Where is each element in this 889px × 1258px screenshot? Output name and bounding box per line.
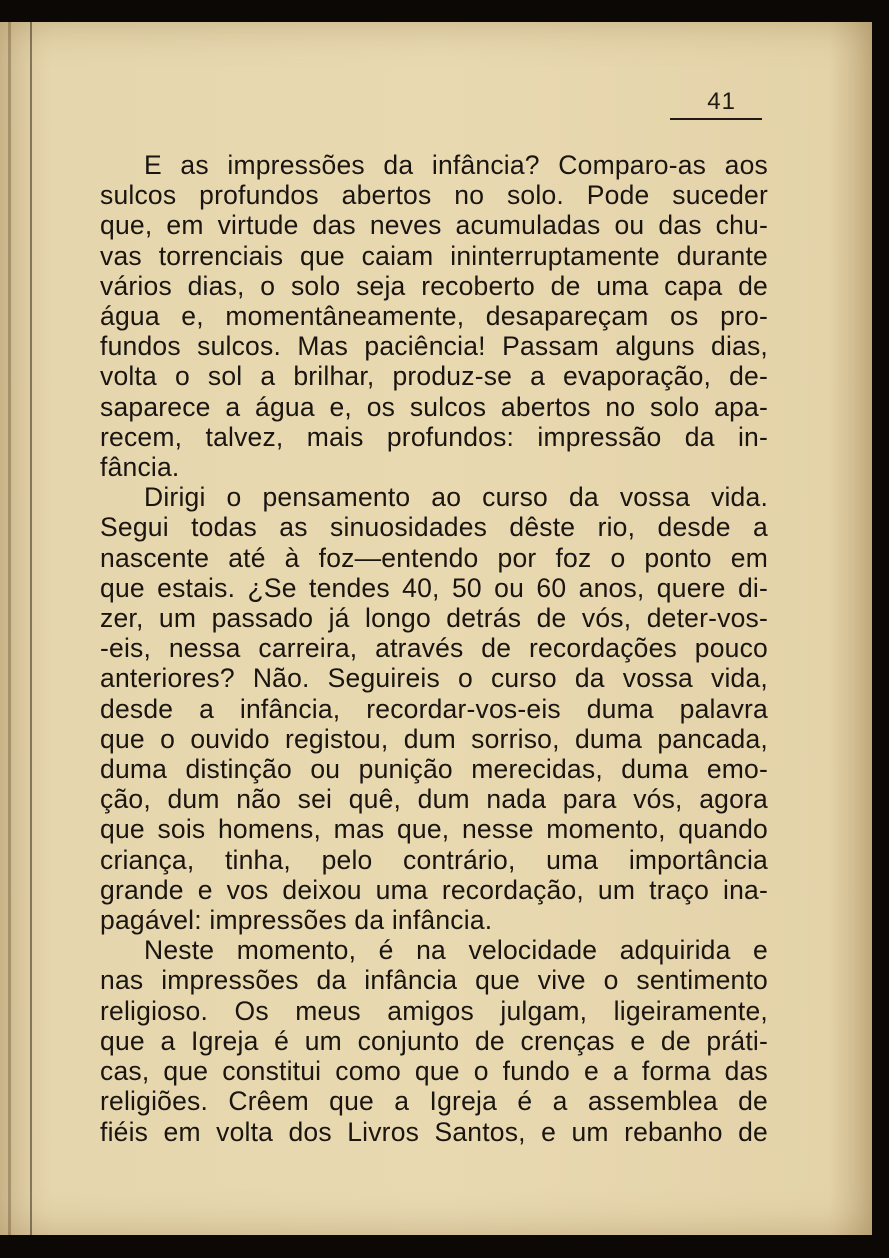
text-line: desde a infância, recordar-vos-eis duma palavra	[100, 693, 768, 724]
body-text	[100, 150, 768, 1147]
text-line: nas impressões da infância que vive o sentimento	[100, 965, 768, 996]
text-line: vários dias, o solo seja recoberto de uma capa de	[100, 270, 768, 301]
text-line: saparece a água e, os sulcos abertos no solo apa-	[100, 391, 768, 422]
text-line: que estais. ¿Se tendes 40, 50 ou 60 anos, quere di-	[100, 572, 768, 603]
text-line: água e, momentâneamente, desapareçam os pro-	[100, 301, 768, 332]
text-line: zer, um passado já longo detrás de vós, deter-vos-	[100, 603, 768, 634]
text-line: religioso. Os meus amigos julgam, ligeiramente,	[100, 995, 768, 1026]
book-page	[0, 22, 872, 1235]
text-line: que, em virtude das neves acumuladas ou das chu-	[100, 210, 768, 241]
text-line: grande e vos deixou uma recordação, um traço ina-	[100, 874, 768, 905]
text-line: que o ouvido registou, dum sorriso, duma pancada,	[100, 723, 768, 754]
page-edge-shadow	[8, 22, 11, 1235]
text-line: que a Igreja é um conjunto de crenças e de práti-	[100, 1025, 768, 1056]
text-line: volta o sol a brilhar, produz-se a evaporação, de-	[100, 361, 768, 392]
text-line: fundos sulcos. Mas paciência! Passam alguns dias,	[100, 331, 768, 362]
text-line: Neste momento, é na velocidade adquirida e	[144, 935, 768, 966]
text-line: sulcos profundos abertos no solo. Pode suceder	[100, 180, 768, 211]
text-line: E as impressões da infância? Comparo-as aos	[144, 150, 768, 180]
binding-line	[30, 22, 32, 1235]
text-line: duma distinção ou punição merecidas, duma emo-	[100, 754, 768, 785]
text-line: ção, dum não sei quê, dum nada para vós, agora	[100, 784, 768, 815]
text-line: fiéis em volta dos Livros Santos, e um rebanho de	[100, 1116, 768, 1147]
text-line: anteriores? Não. Seguireis o curso da vossa vida,	[100, 663, 768, 694]
text-line: religiões. Crêem que a Igreja é a assemblea de	[100, 1086, 768, 1117]
text-line: cas, que constitui como que o fundo e a forma das	[100, 1056, 768, 1087]
text-line: nascente até à foz—entendo por foz o ponto em	[100, 542, 768, 573]
text-line: criança, tinha, pelo contrário, uma importância	[100, 844, 768, 875]
text-line: vas torrenciais que caiam ininterruptamente durante	[100, 240, 768, 271]
text-line: Segui todas as sinuosidades dêste rio, desde a	[100, 512, 768, 543]
text-line: fância.	[100, 452, 180, 483]
text-line: que sois homens, mas que, nesse momento, quando	[100, 814, 768, 845]
text-line: -eis, nessa carreira, através de recordações pouco	[100, 633, 768, 664]
text-line: recem, talvez, mais profundos: impressão da in-	[100, 421, 768, 452]
text-line: pagável: impressões da infância.	[100, 905, 493, 936]
page-header	[670, 88, 762, 120]
text-line: Dirigi o pensamento ao curso da vossa vida.	[144, 482, 768, 513]
page-number: 41	[707, 88, 736, 115]
